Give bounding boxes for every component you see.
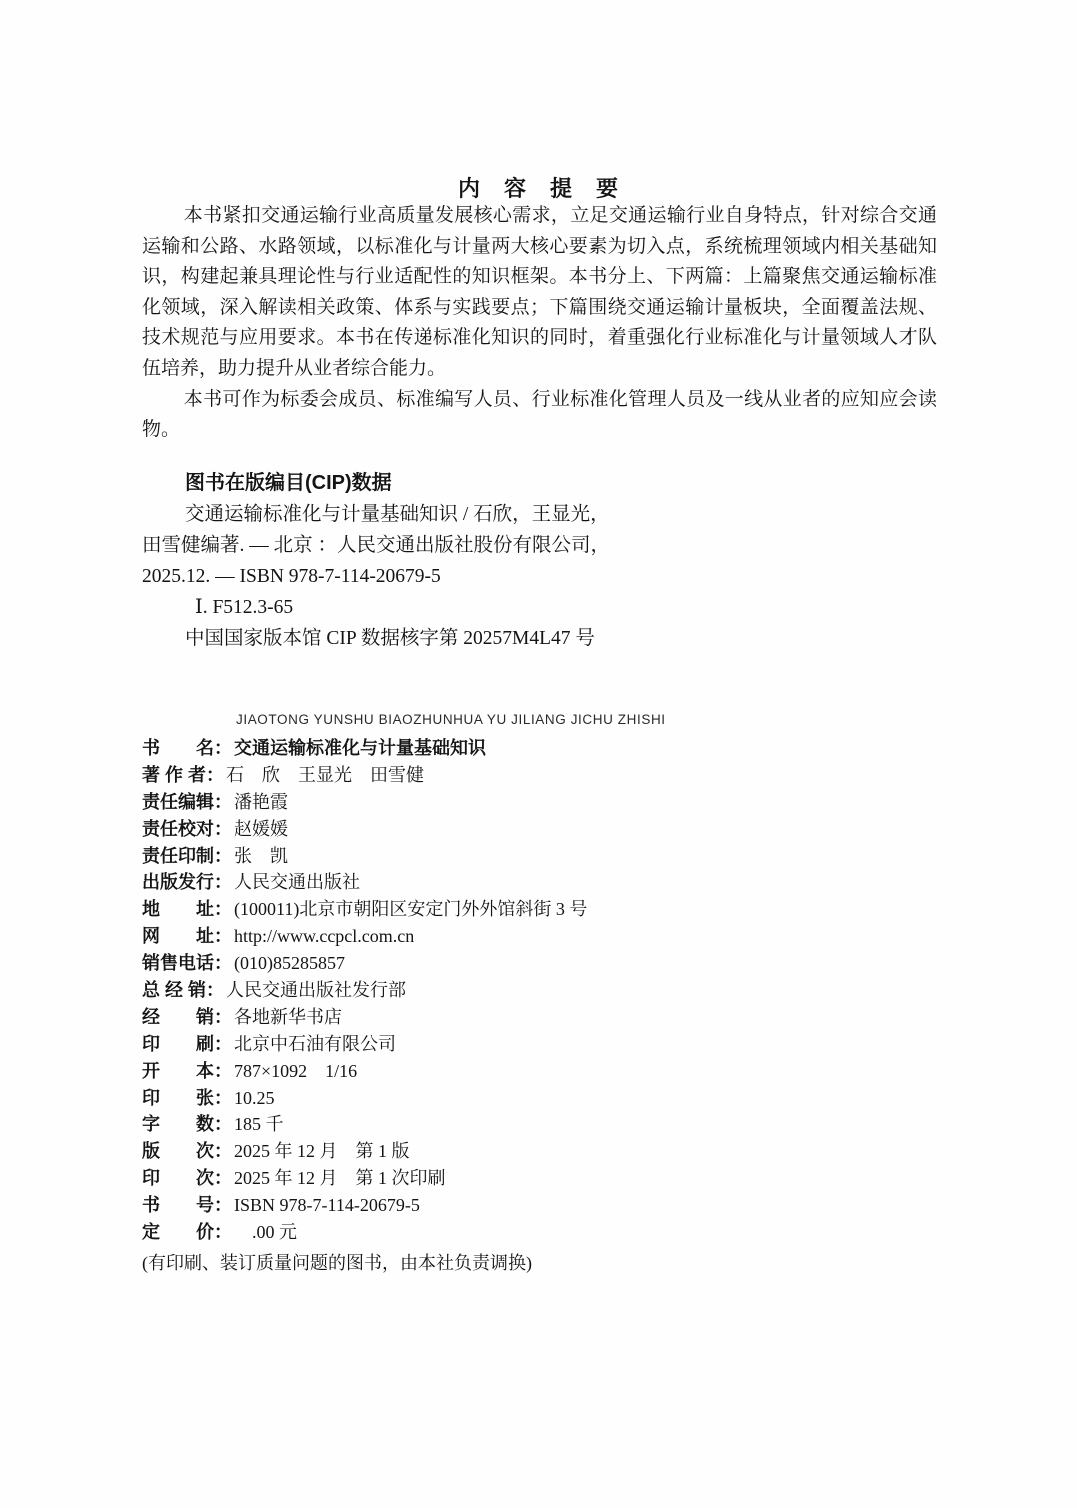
row-impression [142,1164,942,1191]
cip-line-classification: Ⅰ. F512.3-65 [195,597,294,618]
publication-details [142,712,942,1275]
row-address [142,895,942,922]
row-distributor [142,1003,942,1030]
row-edition [142,1137,942,1164]
row-publisher [142,868,942,895]
row-authors [142,761,942,788]
row-label: 责任校对： [142,818,232,839]
row-label: 总 经 销： [142,980,225,1001]
row-isbn [142,1191,942,1218]
row-label: 责任编辑： [142,791,232,812]
content-summary [142,201,937,446]
row-value: 北京中石油有限公司 [234,1033,396,1054]
cip-heading: 图书在版编目(CIP)数据 [185,472,392,494]
row-label: 定 价： [142,1222,232,1243]
row-value: http://www.ccpcl.com.cn [234,926,415,947]
row-format [142,1057,942,1084]
row-value: 交通运输标准化与计量基础知识 [234,738,486,758]
row-responsible-editor [142,788,942,815]
row-label: 印 张： [142,1087,232,1108]
summary-paragraph-1: 本书紧扣交通运输行业高质量发展核心需求，立足交通运输行业自身特点，针对综合交通运输和公路、水路领域，以标准化与计量两大核心要素为切入点，系统梳理领域内相关基础知识，构建起兼具理论性与行业适配性的知识框架。本书分上、下两篇：上篇聚焦交通运输标准化领域，深入解读相关政策、体系与实践要点；下篇围绕交通运输计量板块，全面覆盖法规、技术规范与应用要求。本书在传递标准化知识的同时，着重强化行业标准化与计量领域人才队伍培养，助力提升从业者综合能力。 [142,205,937,379]
row-price [142,1218,942,1245]
row-label: 印 刷： [142,1033,232,1054]
row-label: 责任印制： [142,845,232,866]
row-book-title [142,734,942,761]
row-word-count [142,1110,942,1137]
row-value: 潘艳霞 [234,791,288,812]
row-value: 人民交通出版社发行部 [226,980,407,1001]
cip-data-block [142,468,702,654]
row-label: 书 号： [142,1195,232,1216]
row-printer [142,1030,942,1057]
row-label: 销售电话： [142,953,232,974]
cip-line-publisher: 田雪健编著. — 北京 ：人民交通出版社股份有限公司， [142,535,611,556]
row-value: 张 凯 [234,845,288,866]
row-label: 网 址： [142,926,232,947]
content-summary-heading: 内 容 提 要 [457,176,619,201]
cip-line-title-authors: 交通运输标准化与计量基础知识 / 石欣，王显光， [185,504,610,525]
row-label: 印 次： [142,1168,232,1189]
row-label: 经 销： [142,1006,232,1027]
row-label: 书 名： [142,738,232,758]
row-label: 地 址： [142,899,232,920]
row-website [142,922,942,949]
row-value: 石 欣 王显光 田雪健 [226,764,425,785]
row-general-distributor [142,976,942,1003]
quality-exchange-note: (有印刷、装订质量问题的图书，由本社负责调换) [142,1252,532,1273]
row-value: ISBN 978-7-114-20679-5 [234,1195,420,1216]
row-label: 版 次： [142,1141,232,1162]
summary-paragraph-2: 本书可作为标委会成员、标准编写人员、行业标准化管理人员及一线从业者的应知应会读物。 [142,388,937,441]
row-proofreader [142,815,942,842]
row-value: (010)85285857 [234,953,345,974]
row-value: 人民交通出版社 [234,872,360,893]
row-value: 各地新华书店 [234,1006,342,1027]
row-value: 787×1092 1/16 [234,1060,358,1081]
row-value: 185 千 [234,1114,284,1135]
row-value: 10.25 [234,1087,275,1108]
row-value: 赵媛媛 [234,818,288,839]
row-label: 开 本： [142,1060,232,1081]
cip-line-record-number: 中国国家版本馆 CIP 数据核字第 20257M4L47 号 [185,628,595,649]
row-print-supervisor [142,842,942,869]
row-label: 出版发行： [142,872,232,893]
row-sales-phone [142,949,942,976]
row-label: 字 数： [142,1114,232,1135]
pinyin-title: JIAOTONG YUNSHU BIAOZHUNHUA YU JILIANG JICHU ZHISHI [236,712,666,727]
row-value: 2025 年 12 月 第 1 版 [234,1141,410,1162]
row-value: 2025 年 12 月 第 1 次印刷 [234,1168,446,1189]
row-value: .00 元 [234,1222,297,1243]
row-label: 著 作 者： [142,764,225,785]
row-printed-sheets [142,1084,942,1111]
row-value: (100011)北京市朝阳区安定门外外馆斜街 3 号 [234,899,588,920]
cip-line-isbn: 2025.12. — ISBN 978-7-114-20679-5 [142,566,441,587]
